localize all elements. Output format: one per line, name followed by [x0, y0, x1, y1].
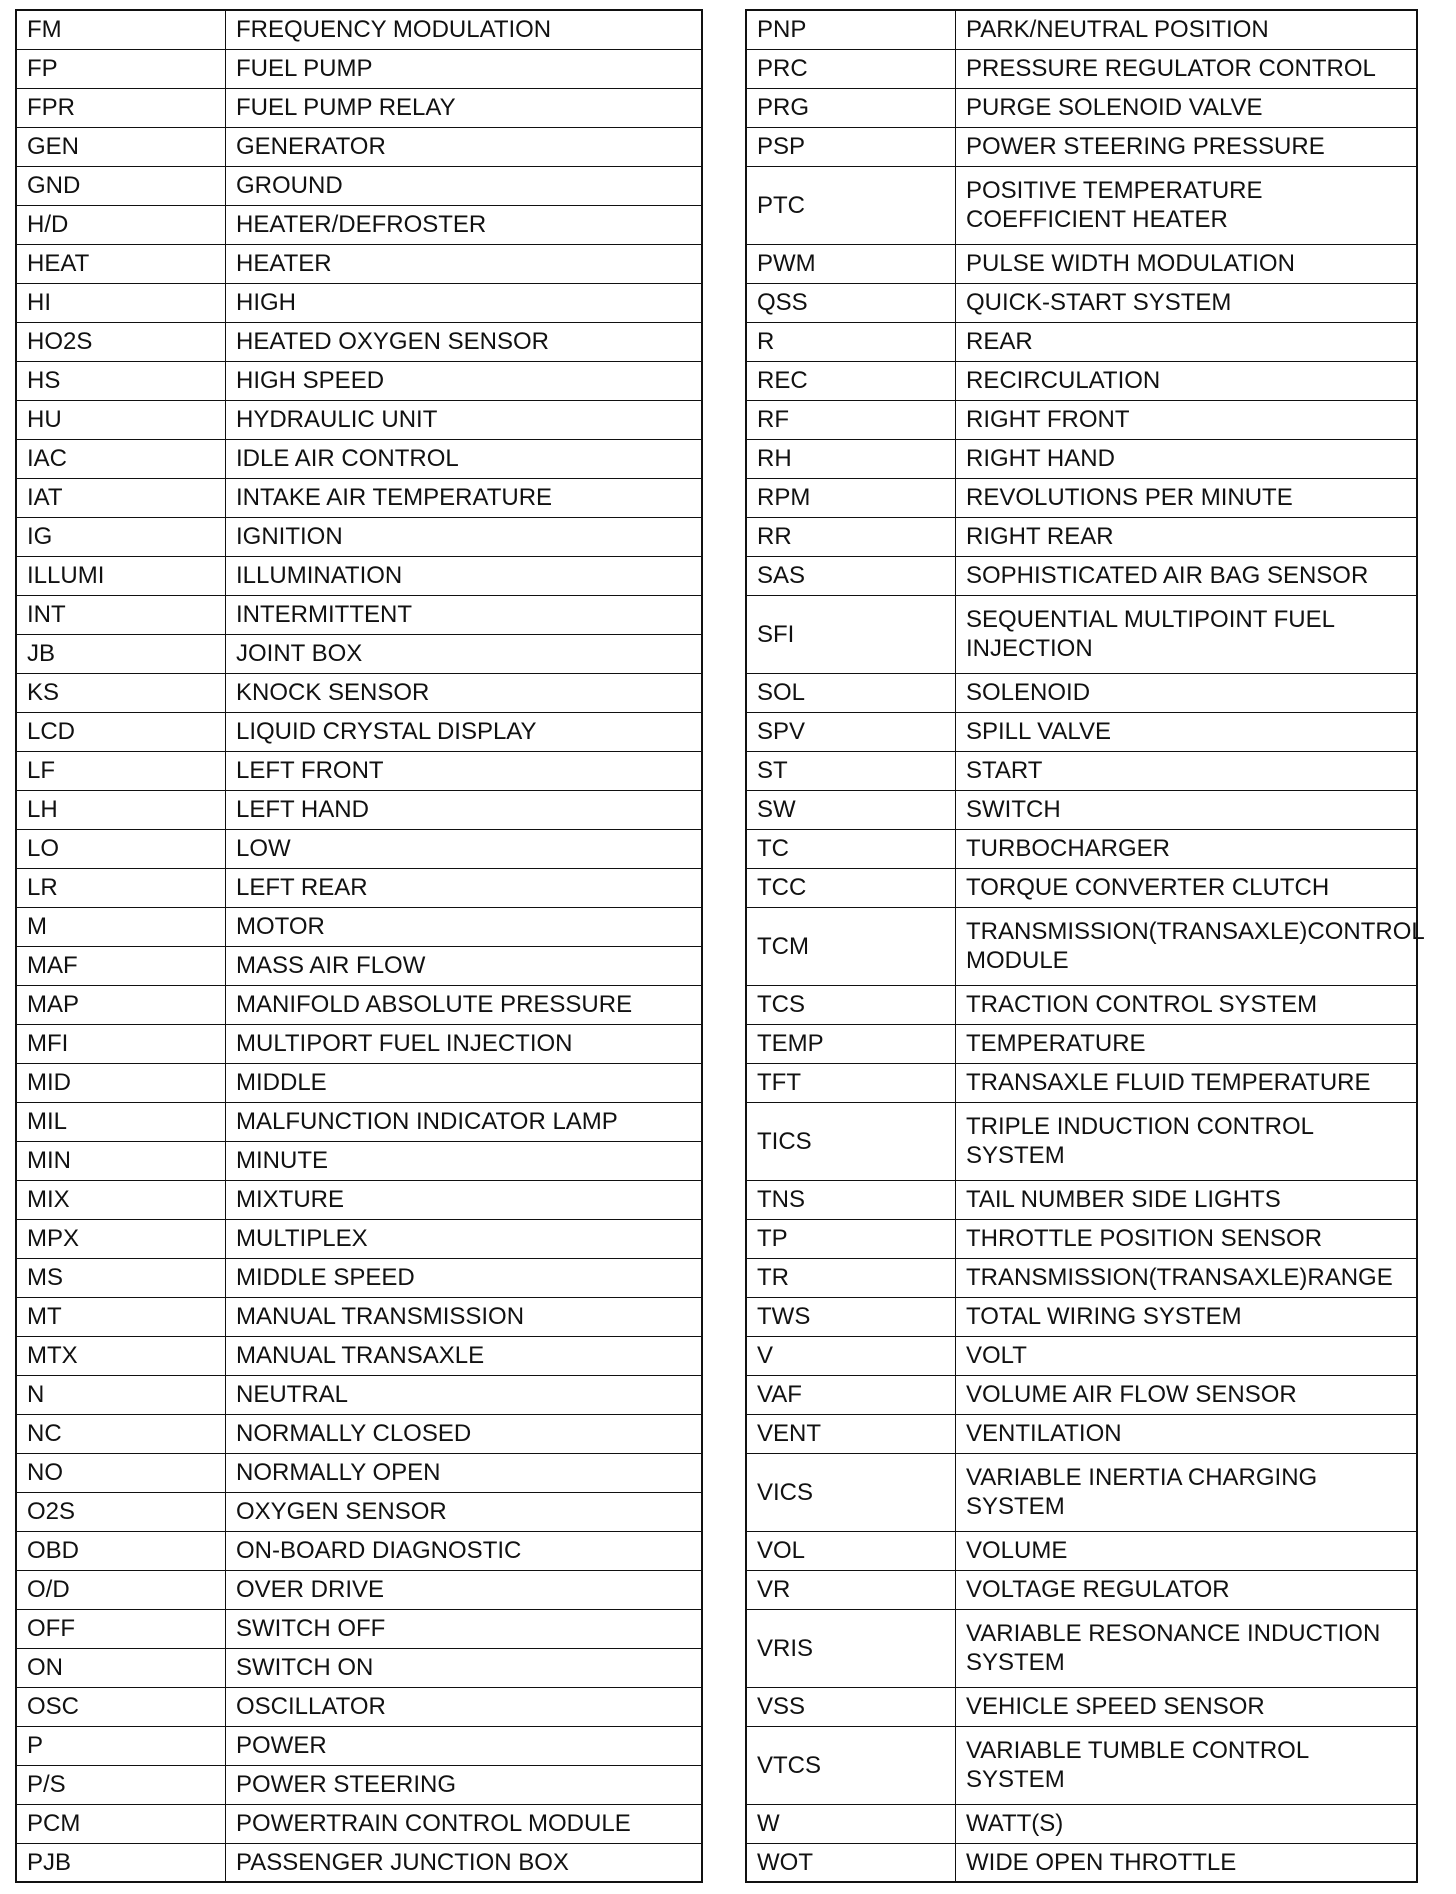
abbreviation-cell: TR [746, 1258, 956, 1297]
abbreviation-cell: HI [16, 283, 226, 322]
abbreviation-cell: PRC [746, 49, 956, 88]
meaning-cell: VARIABLE TUMBLE CONTROL SYSTEM [956, 1726, 1418, 1804]
table-row [16, 478, 702, 517]
abbreviation-cell: LCD [16, 712, 226, 751]
abbreviation-cell: PRG [746, 88, 956, 127]
abbreviation-cell: MPX [16, 1219, 226, 1258]
abbreviation-cell: MID [16, 1063, 226, 1102]
abbreviation-cell: VENT [746, 1414, 956, 1453]
table-row [16, 868, 702, 907]
table-row [746, 1258, 1417, 1297]
table-row [16, 1570, 702, 1609]
table-row [746, 1687, 1417, 1726]
abbreviation-cell: H/D [16, 205, 226, 244]
meaning-cell: QUICK-START SYSTEM [956, 283, 1418, 322]
table-row [16, 1258, 702, 1297]
abbreviation-cell: PCM [16, 1804, 226, 1843]
abbreviation-cell: SPV [746, 712, 956, 751]
abbreviation-cell: PJB [16, 1843, 226, 1882]
meaning-cell: MIXTURE [226, 1180, 703, 1219]
abbreviation-cell: VTCS [746, 1726, 956, 1804]
meaning-cell: TRANSMISSION(TRANSAXLE)RANGE [956, 1258, 1418, 1297]
table-row [16, 634, 702, 673]
abbreviation-cell: TCM [746, 907, 956, 985]
meaning-cell: IDLE AIR CONTROL [226, 439, 703, 478]
meaning-cell: RIGHT FRONT [956, 400, 1418, 439]
table-row [746, 985, 1417, 1024]
table-row [746, 127, 1417, 166]
abbreviation-cell: TP [746, 1219, 956, 1258]
meaning-cell: MOTOR [226, 907, 703, 946]
meaning-cell: OXYGEN SENSOR [226, 1492, 703, 1531]
abbreviation-cell: ST [746, 751, 956, 790]
abbreviation-cell: GND [16, 166, 226, 205]
abbreviation-cell: O2S [16, 1492, 226, 1531]
abbreviation-cell: RPM [746, 478, 956, 517]
table-row [16, 1453, 702, 1492]
table-row [16, 205, 702, 244]
meaning-cell: REAR [956, 322, 1418, 361]
meaning-cell: SWITCH ON [226, 1648, 703, 1687]
table-row [16, 1141, 702, 1180]
meaning-cell: LOW [226, 829, 703, 868]
table-row [746, 244, 1417, 283]
table-row [16, 751, 702, 790]
abbreviation-cell: FP [16, 49, 226, 88]
table-row [16, 49, 702, 88]
meaning-cell: MIDDLE SPEED [226, 1258, 703, 1297]
meaning-cell: KNOCK SENSOR [226, 673, 703, 712]
abbreviation-cell: SFI [746, 595, 956, 673]
meaning-cell: NORMALLY CLOSED [226, 1414, 703, 1453]
meaning-cell: HEATER [226, 244, 703, 283]
meaning-cell: ILLUMINATION [226, 556, 703, 595]
abbreviation-cell: OBD [16, 1531, 226, 1570]
abbreviation-cell: HEAT [16, 244, 226, 283]
meaning-cell: INTERMITTENT [226, 595, 703, 634]
table-row [16, 1687, 702, 1726]
abbreviation-cell: VAF [746, 1375, 956, 1414]
meaning-cell: JOINT BOX [226, 634, 703, 673]
meaning-cell: REVOLUTIONS PER MINUTE [956, 478, 1418, 517]
abbreviation-cell: SAS [746, 556, 956, 595]
abbreviation-cell: FM [16, 10, 226, 49]
meaning-cell: POWER [226, 1726, 703, 1765]
table-row [746, 673, 1417, 712]
table-row [16, 907, 702, 946]
abbreviation-cell: TCS [746, 985, 956, 1024]
abbreviation-cell: TCC [746, 868, 956, 907]
meaning-cell: RECIRCULATION [956, 361, 1418, 400]
abbreviation-cell: HO2S [16, 322, 226, 361]
meaning-cell: THROTTLE POSITION SENSOR [956, 1219, 1418, 1258]
meaning-cell: TORQUE CONVERTER CLUTCH [956, 868, 1418, 907]
meaning-cell: TRACTION CONTROL SYSTEM [956, 985, 1418, 1024]
table-row [746, 1063, 1417, 1102]
abbreviation-cell: FPR [16, 88, 226, 127]
abbreviation-cell: VOL [746, 1531, 956, 1570]
table-row [746, 1219, 1417, 1258]
table-row [16, 946, 702, 985]
meaning-cell: TRIPLE INDUCTION CONTROL SYSTEM [956, 1102, 1418, 1180]
meaning-cell: VENTILATION [956, 1414, 1418, 1453]
meaning-cell: TAIL NUMBER SIDE LIGHTS [956, 1180, 1418, 1219]
abbreviation-cell: OSC [16, 1687, 226, 1726]
table-row [746, 1414, 1417, 1453]
abbreviation-cell: R [746, 322, 956, 361]
abbreviation-cell: TICS [746, 1102, 956, 1180]
abbreviation-cell: RF [746, 400, 956, 439]
table-row [746, 1804, 1417, 1843]
meaning-cell: GENERATOR [226, 127, 703, 166]
abbreviation-cell: VSS [746, 1687, 956, 1726]
abbreviation-cell: TEMP [746, 1024, 956, 1063]
left-table-body [16, 10, 702, 1882]
meaning-cell: FUEL PUMP RELAY [226, 88, 703, 127]
meaning-cell: INTAKE AIR TEMPERATURE [226, 478, 703, 517]
table-row [746, 1531, 1417, 1570]
table-row [16, 166, 702, 205]
table-row [16, 1180, 702, 1219]
table-row [746, 322, 1417, 361]
meaning-cell: VOLUME [956, 1531, 1418, 1570]
table-row [16, 1375, 702, 1414]
abbreviation-cell: PSP [746, 127, 956, 166]
table-row [746, 1843, 1417, 1882]
abbreviation-cell: PNP [746, 10, 956, 49]
meaning-cell: TURBOCHARGER [956, 829, 1418, 868]
meaning-cell: PURGE SOLENOID VALVE [956, 88, 1418, 127]
meaning-cell: PRESSURE REGULATOR CONTROL [956, 49, 1418, 88]
table-row [746, 1336, 1417, 1375]
abbreviation-cell: JB [16, 634, 226, 673]
meaning-cell: FREQUENCY MODULATION [226, 10, 703, 49]
meaning-cell: ON-BOARD DIAGNOSTIC [226, 1531, 703, 1570]
table-row [16, 1531, 702, 1570]
table-row [746, 517, 1417, 556]
meaning-cell: TRANSAXLE FLUID TEMPERATURE [956, 1063, 1418, 1102]
table-row [16, 1765, 702, 1804]
table-row [16, 1024, 702, 1063]
table-row [746, 1609, 1417, 1687]
table-row [16, 556, 702, 595]
table-row [746, 166, 1417, 244]
abbreviation-cell: LF [16, 751, 226, 790]
abbreviation-cell: P/S [16, 1765, 226, 1804]
meaning-cell: SOLENOID [956, 673, 1418, 712]
abbreviation-cell: MAP [16, 985, 226, 1024]
table-row [746, 439, 1417, 478]
table-row [16, 361, 702, 400]
meaning-cell: HIGH SPEED [226, 361, 703, 400]
abbreviation-cell: RH [746, 439, 956, 478]
abbreviation-cell: SW [746, 790, 956, 829]
meaning-cell: MASS AIR FLOW [226, 946, 703, 985]
meaning-cell: NORMALLY OPEN [226, 1453, 703, 1492]
meaning-cell: LEFT HAND [226, 790, 703, 829]
meaning-cell: POWERTRAIN CONTROL MODULE [226, 1804, 703, 1843]
table-row [16, 1804, 702, 1843]
abbreviation-cell: HS [16, 361, 226, 400]
meaning-cell: HEATER/DEFROSTER [226, 205, 703, 244]
abbreviation-cell: KS [16, 673, 226, 712]
abbreviation-cell: VICS [746, 1453, 956, 1531]
abbreviation-cell: ILLUMI [16, 556, 226, 595]
meaning-cell: TOTAL WIRING SYSTEM [956, 1297, 1418, 1336]
abbreviation-cell: MIN [16, 1141, 226, 1180]
meaning-cell: PARK/NEUTRAL POSITION [956, 10, 1418, 49]
table-row [16, 1414, 702, 1453]
table-row [16, 517, 702, 556]
table-row [746, 361, 1417, 400]
abbreviation-cell: HU [16, 400, 226, 439]
table-row [746, 1102, 1417, 1180]
meaning-cell: MULTIPORT FUEL INJECTION [226, 1024, 703, 1063]
table-row [16, 712, 702, 751]
abbreviation-cell: NO [16, 1453, 226, 1492]
table-row [16, 127, 702, 166]
meaning-cell: LEFT FRONT [226, 751, 703, 790]
abbreviation-cell: MAF [16, 946, 226, 985]
abbreviation-cell: LO [16, 829, 226, 868]
abbreviation-cell: PWM [746, 244, 956, 283]
abbreviation-cell: VRIS [746, 1609, 956, 1687]
meaning-cell: VOLT [956, 1336, 1418, 1375]
abbreviation-cell: IAT [16, 478, 226, 517]
abbreviation-cell: VR [746, 1570, 956, 1609]
table-row [16, 1726, 702, 1765]
meaning-cell: HIGH [226, 283, 703, 322]
meaning-cell: SPILL VALVE [956, 712, 1418, 751]
table-row [746, 790, 1417, 829]
abbreviation-cell: MTX [16, 1336, 226, 1375]
table-row [746, 400, 1417, 439]
abbreviation-table-left [15, 9, 703, 1883]
table-row [16, 88, 702, 127]
abbreviation-cell: QSS [746, 283, 956, 322]
table-row [746, 751, 1417, 790]
abbreviation-cell: TNS [746, 1180, 956, 1219]
meaning-cell: LEFT REAR [226, 868, 703, 907]
abbreviation-cell: MS [16, 1258, 226, 1297]
meaning-cell: GROUND [226, 166, 703, 205]
table-row [746, 1375, 1417, 1414]
abbreviation-cell: OFF [16, 1609, 226, 1648]
abbreviation-cell: ON [16, 1648, 226, 1687]
meaning-cell: MULTIPLEX [226, 1219, 703, 1258]
meaning-cell: MINUTE [226, 1141, 703, 1180]
table-row [746, 868, 1417, 907]
meaning-cell: VARIABLE RESONANCE INDUCTION SYSTEM [956, 1609, 1418, 1687]
abbreviation-cell: RR [746, 517, 956, 556]
meaning-cell: SOPHISTICATED AIR BAG SENSOR [956, 556, 1418, 595]
table-row [746, 829, 1417, 868]
table-row [16, 1063, 702, 1102]
table-row [16, 1609, 702, 1648]
abbreviation-cell: TWS [746, 1297, 956, 1336]
meaning-cell: RIGHT HAND [956, 439, 1418, 478]
abbreviation-cell: LR [16, 868, 226, 907]
meaning-cell: POWER STEERING PRESSURE [956, 127, 1418, 166]
meaning-cell: IGNITION [226, 517, 703, 556]
abbreviation-cell: SOL [746, 673, 956, 712]
abbreviation-table-right [745, 9, 1425, 1883]
table-row [16, 1648, 702, 1687]
abbreviation-cell: IG [16, 517, 226, 556]
meaning-cell: MANIFOLD ABSOLUTE PRESSURE [226, 985, 703, 1024]
table-row [16, 1297, 702, 1336]
table-row [16, 673, 702, 712]
table-row [746, 88, 1417, 127]
abbreviation-cell: IAC [16, 439, 226, 478]
table-row [16, 1219, 702, 1258]
table-row [746, 595, 1417, 673]
meaning-cell: VEHICLE SPEED SENSOR [956, 1687, 1418, 1726]
meaning-cell: MALFUNCTION INDICATOR LAMP [226, 1102, 703, 1141]
meaning-cell: WIDE OPEN THROTTLE [956, 1843, 1418, 1882]
abbreviation-cell: MIL [16, 1102, 226, 1141]
table-row [746, 1024, 1417, 1063]
abbreviation-cell: NC [16, 1414, 226, 1453]
abbreviation-cell: MFI [16, 1024, 226, 1063]
table-row [16, 1492, 702, 1531]
meaning-cell: TRANSMISSION(TRANSAXLE)CONTROL MODULE [956, 907, 1418, 985]
abbreviation-cell: PTC [746, 166, 956, 244]
meaning-cell: MIDDLE [226, 1063, 703, 1102]
meaning-cell: MANUAL TRANSMISSION [226, 1297, 703, 1336]
table-row [16, 10, 702, 49]
table-row [16, 439, 702, 478]
right-table-body [746, 10, 1425, 1882]
meaning-cell: MANUAL TRANSAXLE [226, 1336, 703, 1375]
abbreviation-cell: GEN [16, 127, 226, 166]
table-row [746, 283, 1417, 322]
meaning-cell: OSCILLATOR [226, 1687, 703, 1726]
abbreviation-cell: TFT [746, 1063, 956, 1102]
table-row [16, 322, 702, 361]
meaning-cell: PASSENGER JUNCTION BOX [226, 1843, 703, 1882]
meaning-cell: NEUTRAL [226, 1375, 703, 1414]
meaning-cell: WATT(S) [956, 1804, 1418, 1843]
table-row [746, 49, 1417, 88]
meaning-cell: TEMPERATURE [956, 1024, 1418, 1063]
abbreviation-cell: INT [16, 595, 226, 634]
abbreviation-cell: WOT [746, 1843, 956, 1882]
meaning-cell: VARIABLE INERTIA CHARGING SYSTEM [956, 1453, 1418, 1531]
abbreviation-cell: P [16, 1726, 226, 1765]
abbreviation-cell: O/D [16, 1570, 226, 1609]
table-row [16, 829, 702, 868]
meaning-cell: LIQUID CRYSTAL DISPLAY [226, 712, 703, 751]
table-row [16, 283, 702, 322]
table-row [16, 1336, 702, 1375]
table-row [746, 907, 1417, 985]
table-row [16, 1843, 702, 1882]
abbreviation-cell: N [16, 1375, 226, 1414]
meaning-cell: VOLUME AIR FLOW SENSOR [956, 1375, 1418, 1414]
abbreviation-cell: LH [16, 790, 226, 829]
table-row [16, 790, 702, 829]
meaning-cell: HYDRAULIC UNIT [226, 400, 703, 439]
meaning-cell: SWITCH OFF [226, 1609, 703, 1648]
meaning-cell: RIGHT REAR [956, 517, 1418, 556]
abbreviation-cell: TC [746, 829, 956, 868]
abbreviation-cell: V [746, 1336, 956, 1375]
table-row [16, 985, 702, 1024]
table-row [746, 1570, 1417, 1609]
table-row [746, 712, 1417, 751]
table-row [746, 1453, 1417, 1531]
table-row [746, 478, 1417, 517]
meaning-cell: POSITIVE TEMPERATURE COEFFICIENT HEATER [956, 166, 1418, 244]
meaning-cell: POWER STEERING [226, 1765, 703, 1804]
meaning-cell: START [956, 751, 1418, 790]
meaning-cell: HEATED OXYGEN SENSOR [226, 322, 703, 361]
table-row [16, 1102, 702, 1141]
meaning-cell: OVER DRIVE [226, 1570, 703, 1609]
meaning-cell: SWITCH [956, 790, 1418, 829]
abbreviation-cell: M [16, 907, 226, 946]
abbreviation-cell: W [746, 1804, 956, 1843]
meaning-cell: FUEL PUMP [226, 49, 703, 88]
table-row [16, 400, 702, 439]
abbreviation-cell: MIX [16, 1180, 226, 1219]
meaning-cell: VOLTAGE REGULATOR [956, 1570, 1418, 1609]
table-row [746, 556, 1417, 595]
table-row [16, 595, 702, 634]
table-row [746, 1180, 1417, 1219]
table-row [746, 10, 1417, 49]
meaning-cell: PULSE WIDTH MODULATION [956, 244, 1418, 283]
abbreviation-cell: MT [16, 1297, 226, 1336]
table-row [746, 1726, 1417, 1804]
table-row [746, 1297, 1417, 1336]
meaning-cell: SEQUENTIAL MULTIPOINT FUEL INJECTION [956, 595, 1418, 673]
abbreviation-cell: REC [746, 361, 956, 400]
table-row [16, 244, 702, 283]
